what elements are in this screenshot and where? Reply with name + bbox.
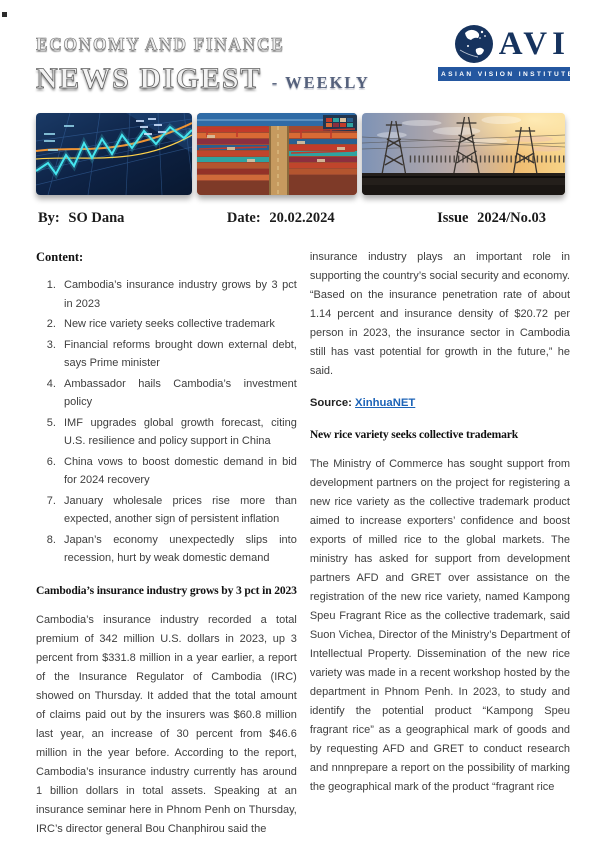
list-item: 1. Cambodia’s insurance industry grows by 3 pct in 2023: [59, 276, 297, 313]
list-item: 4. Ambassador hails Cambodia’s investment policy: [59, 375, 297, 412]
globe-icon: [454, 24, 494, 64]
article-2-heading: New rice variety seeks collective trademark: [309, 428, 519, 441]
source-label: Source:: [309, 397, 352, 409]
masthead: [36, 24, 575, 96]
byline-date: [227, 210, 335, 227]
list-item: 3. Financial reforms brought down external debt, says Prime minister: [59, 336, 297, 373]
org-name-banner: ASIAN VISION INSTITUTE: [438, 67, 570, 81]
page-title: NEWS DIGEST: [36, 62, 262, 95]
date-label: Date:: [226, 210, 261, 226]
container-port-photo: [197, 113, 357, 195]
list-item: 6. China vows to boost domestic demand in bid for 2024 recovery: [59, 453, 297, 490]
power-grid-sunset-photo: [362, 113, 565, 195]
article-1-heading: Cambodia’s insurance industry grows by 3 pct in 2023: [36, 583, 297, 597]
list-item: 8. Japan’s economy unexpectedly slips into recession, hurt by weak domestic demand: [59, 531, 297, 568]
issue-label: Issue: [437, 210, 469, 226]
source-link[interactable]: XinhuaNET: [355, 397, 416, 409]
masthead-titles: [36, 24, 370, 96]
avi-wordmark: AVI: [498, 25, 570, 62]
byline-issue: [437, 210, 546, 227]
left-column: [36, 248, 297, 852]
kicker-title: ECONOMY AND FINANCE: [36, 34, 285, 54]
weekly-label: - WEEKLY: [271, 73, 370, 92]
content-heading: Content:: [36, 250, 84, 264]
article-1-paragraph-col2: insurance industry plays an important role in supporting the country’s social security and economy. “Based on the insurance penetration rate of about 1.14 percent and insurance density of $20.72 per person in 2023, the insurance sector in Cambodia still has vast potential for growth in the future,” he said.: [309, 251, 570, 377]
by-label: By:: [38, 210, 60, 226]
byline-row: [36, 210, 570, 227]
avi-logo: [438, 24, 575, 81]
content-list: [36, 276, 297, 568]
stock-market-chart-photo: [36, 113, 192, 195]
source-line: [310, 394, 570, 413]
article-1-paragraph-col1: Cambodia’s insurance industry recorded a total premium of 342 million U.S. dollars in 2023, up 3 percent from $331.8 million in a year earlier, a report of the Insurance Regulator of Cambodia (IRC) showed on Thursday. It added that the total amount of claims paid out by the insurers was $60.8 million last year, an increase of 30 percent from $46.6 million in the year before. According to the report, Cambodia’s insurance industry currently has around 1 billion dollars in total assets. Speaking at an insurance seminar here in Phnom Penh on Thursday, IRC’s director general Bou Chanphirou said the: [36, 613, 297, 835]
issue-value: 2024/No.03: [477, 210, 546, 226]
list-item: 5. IMF upgrades global growth forecast, citing U.S. resilience and policy support in China: [59, 414, 297, 451]
list-item: 2. New rice variety seeks collective trademark: [59, 315, 297, 334]
article-2-paragraph: The Ministry of Commerce has sought support from development partners on the project for registering a new rice variety as the collective trademark product aimed to increase exporters’ confidence and boost exports of milled rice to the global markets. The ministry has asked for support from development partners AFD and GRET over assistance on the registration of the new rice variety, named Kampong Speu Fragrant Rice as the collective trademark, said Suon Vichea, Director of the Ministry’s Department of Intellectual Property. Dissemination of the new rice variety was made in a recent workshop hosted by the department in Phnom Penh. In 2023, to study and identify the potential product “Kampong Speu fragrant rice” as a geographical mark of goods and by requesting AFD and GRET to conduct research and nnnprepare a report on the possibility of marking the geographical mark of the product “fragrant rice: [309, 458, 570, 793]
byline-author: [38, 210, 124, 227]
date-value: 20.02.2024: [269, 210, 335, 226]
article-columns: [36, 248, 570, 852]
scan-artifact-dot: [2, 12, 7, 17]
list-item: 7. January wholesale prices rise more than expected, another sign of persistent inflation: [59, 492, 297, 529]
right-column: [310, 248, 570, 852]
banner-photos: [36, 113, 570, 195]
author-name: SO Dana: [68, 210, 125, 226]
